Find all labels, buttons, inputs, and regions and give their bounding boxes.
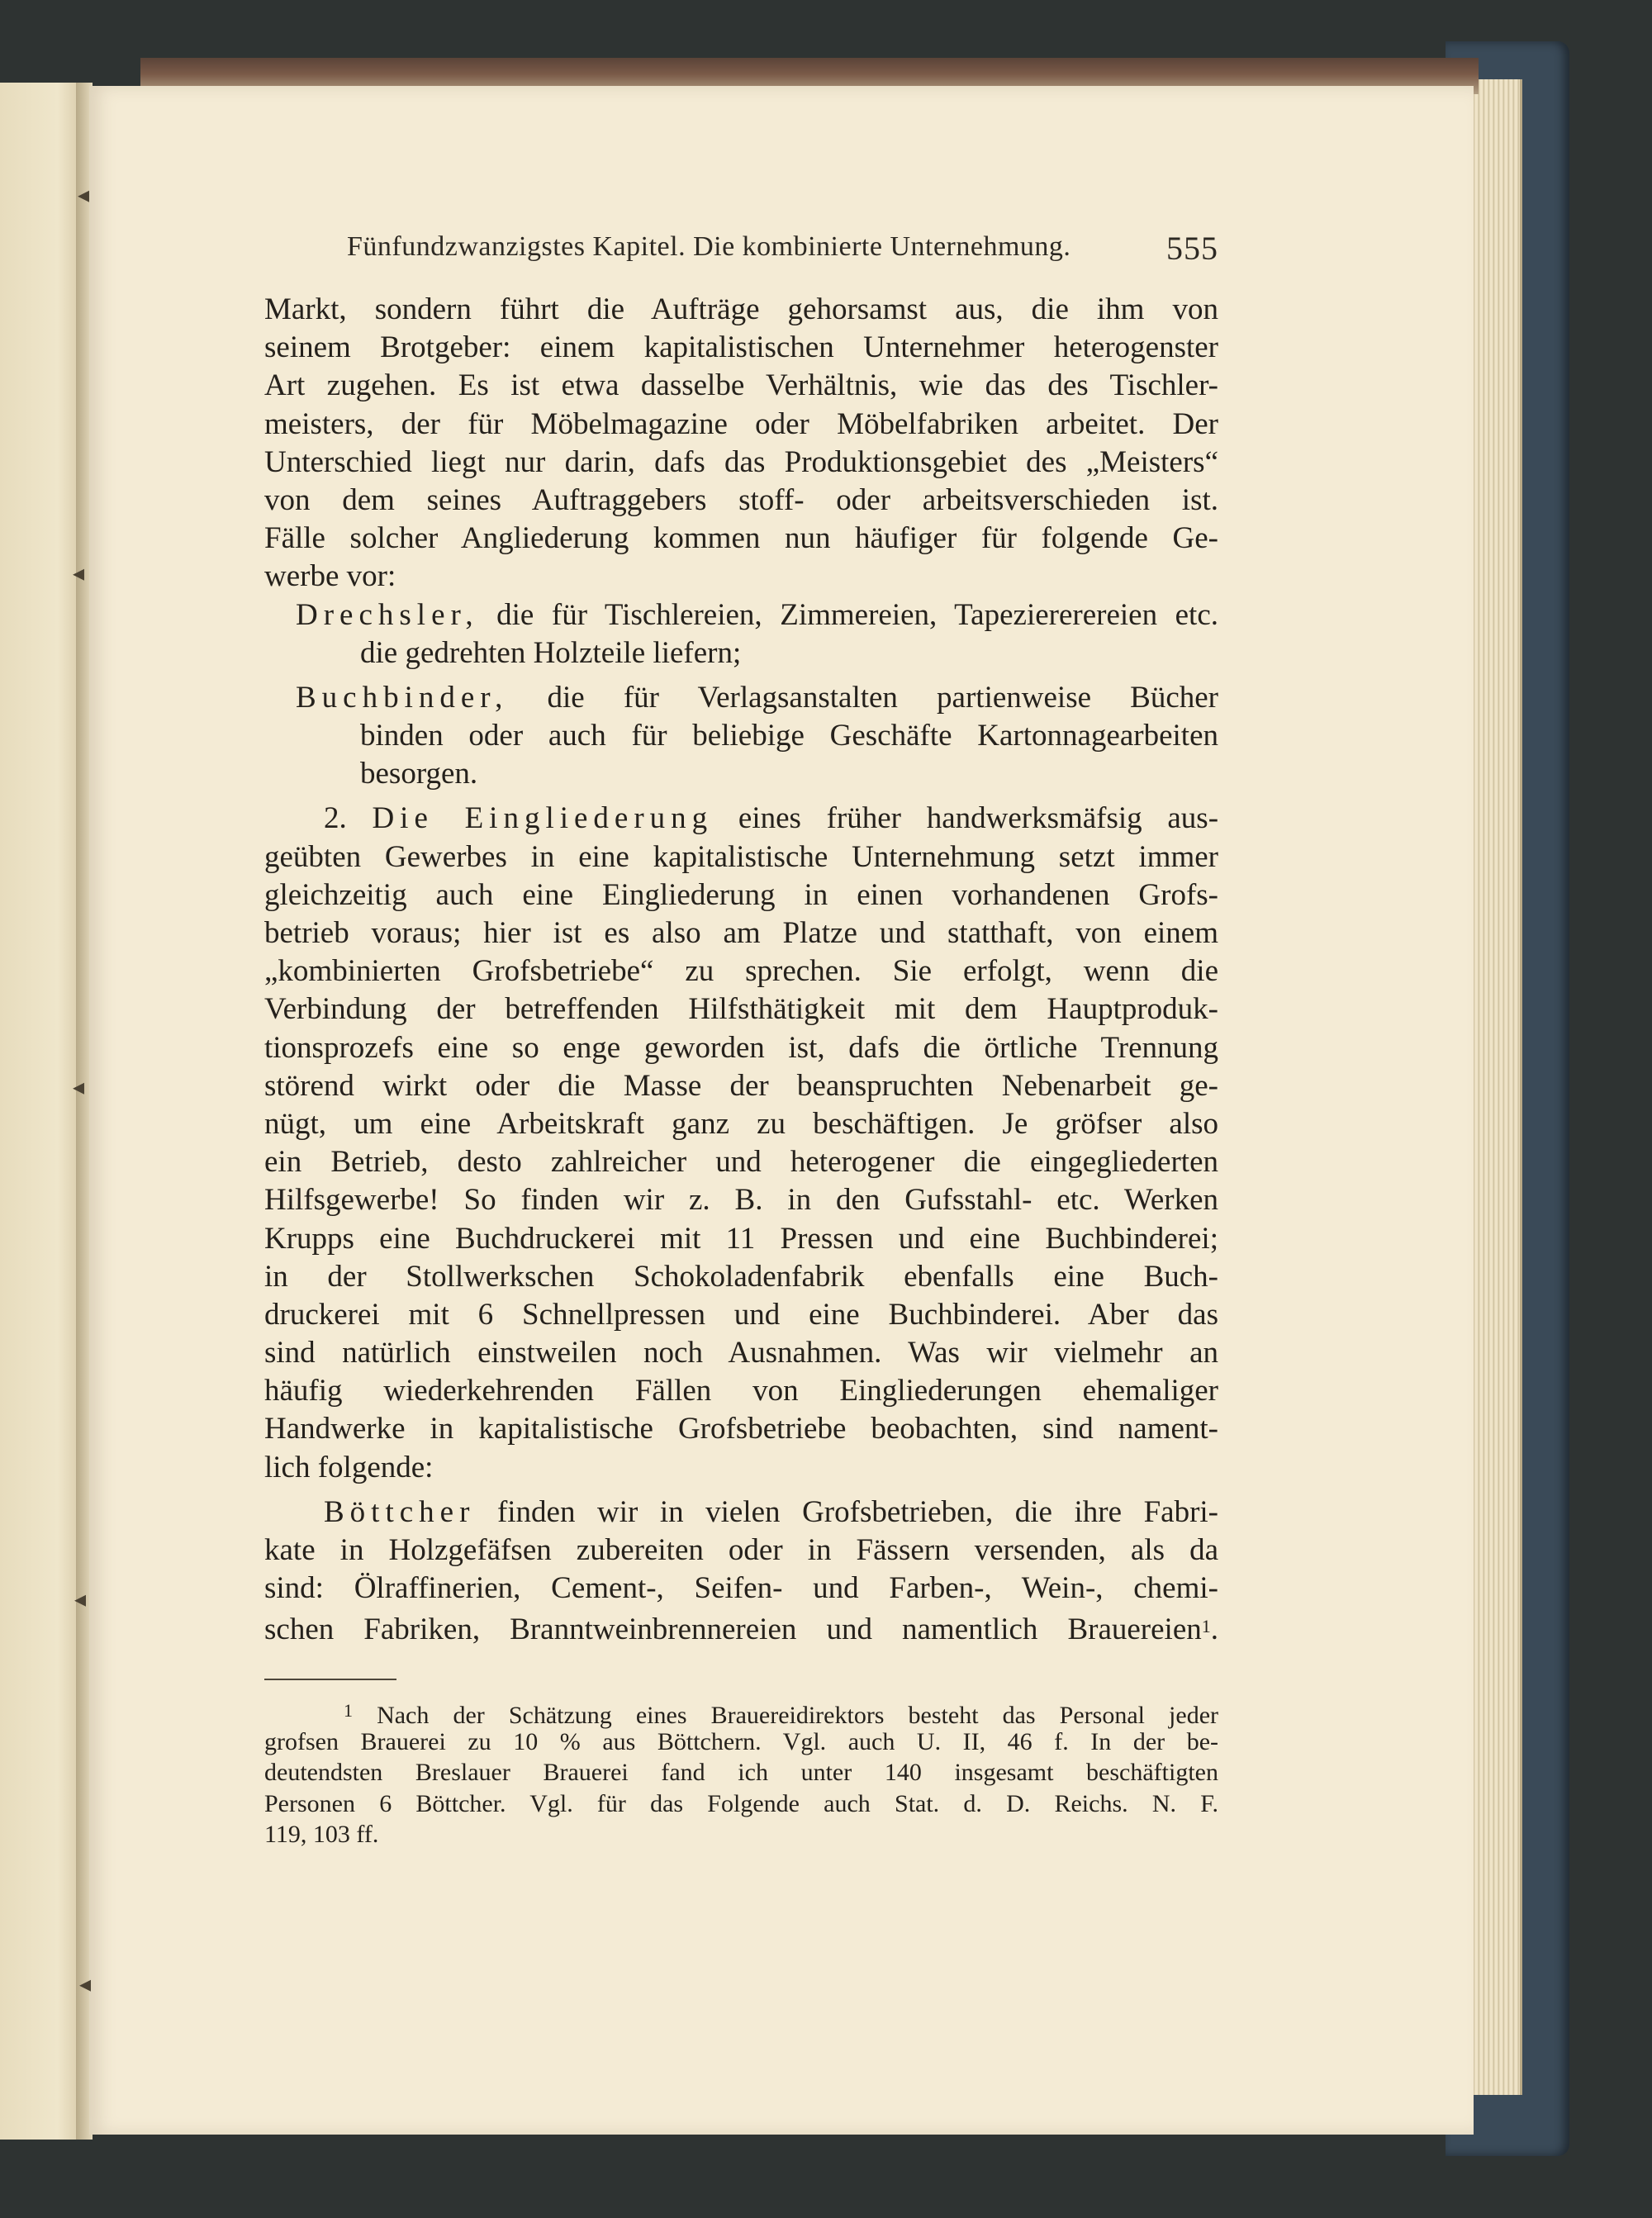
- text-segment: eines früher handwerksmäfsig aus-: [738, 801, 1219, 836]
- tab-marker-icon: ◂: [78, 181, 90, 208]
- text-line: Fälle solcher Angliederung kommen nun häufiger für folgende Ge-: [264, 521, 1218, 556]
- list-item-buchbinder: [264, 679, 1218, 717]
- text-line: von dem seines Auftraggebers stoff- oder arbeitsverschieden ist.: [264, 482, 1218, 517]
- text-line: ein Betrieb, desto zahlreicher und heterogener die eingegliederten: [264, 1145, 1218, 1180]
- text-line: Verbindung der betreffenden Hilfsthätigkeit mit dem Hauptproduk-: [264, 992, 1218, 1027]
- footnote: [264, 1695, 1218, 1850]
- left-facing-page: [0, 83, 83, 2140]
- text-line: kate in Holzgefäfsen zubereiten oder in Fässern versenden, als da: [264, 1533, 1218, 1567]
- boettcher-term: Böttcher: [324, 1494, 476, 1529]
- text-line: werbe vor:: [264, 559, 396, 594]
- text-line: seinem Brotgeber: einem kapitalistischen Unternehmer heterogenster: [264, 330, 1218, 365]
- text-line: betrieb voraus; hier ist es also am Platze und statthaft, von einem: [264, 916, 1218, 950]
- text-line: druckerei mit 6 Schnellpressen und eine Buchbinderei. Aber das: [264, 1297, 1218, 1332]
- boettcher-last-line: [264, 1608, 1218, 1646]
- tab-marker-icon: ◂: [74, 1585, 87, 1612]
- footnote-line: [264, 1695, 1219, 1729]
- section-heading: Die Eingliederung: [372, 801, 714, 836]
- text-line: Hilfsgewerbe! So finden wir z. B. in den Gufsstahl- etc. Werken: [264, 1183, 1218, 1218]
- list-text: die für Verlagsanstalten partienweise Bücher: [547, 680, 1218, 715]
- list-item-drechsler: [264, 596, 1218, 634]
- text-line: geübten Gewerbes in eine kapitalistische Unternehmung setzt immer: [264, 839, 1218, 874]
- tab-marker-icon: ◂: [79, 1970, 92, 1997]
- footnote-reference[interactable]: 1: [1201, 1616, 1211, 1637]
- footnote-line: grofsen Brauerei zu 10 % aus Böttchern. Vgl. auch U. II, 46 f. In der be-: [264, 1727, 1218, 1755]
- text-line: meisters, der für Möbelmagazine oder Möbelfabriken arbeitet. Der: [264, 406, 1218, 441]
- text-segment: finden wir in vielen Grofsbetrieben, die ihre Fabri-: [496, 1494, 1218, 1529]
- text-line: Art zugehen. Es ist etwa dasselbe Verhältnis, wie das des Tischler-: [264, 368, 1218, 403]
- footnote-marker: 1: [344, 1700, 353, 1721]
- section-2-first-line: [264, 800, 1218, 838]
- text-line: sind: Ölraffinerien, Cement-, Seifen- und Farben-, Wein-, chemi-: [264, 1571, 1218, 1606]
- text-segment: schen Fabriken, Branntweinbrennereien und namentlich Brauereien: [264, 1612, 1202, 1647]
- footnote-line: Personen 6 Böttcher. Vgl. für das Folgende auch Stat. d. D. Reichs. N. F.: [264, 1789, 1218, 1817]
- text-line: Markt, sondern führt die Aufträge gehorsamst aus, die ihm von: [264, 292, 1218, 326]
- main-text: [264, 291, 1218, 1646]
- list-text: die für Tischlereien, Zimmereien, Tapeziererereien etc.: [496, 597, 1218, 632]
- boettcher-first-line: [264, 1494, 1218, 1532]
- footnote-rule: [264, 1679, 396, 1680]
- text-line: „kombinierten Grofsbetriebe“ zu sprechen. Sie erfolgt, wenn die: [264, 954, 1218, 989]
- text-line: in der Stollwerkschen Schokoladenfabrik ebenfalls eine Buch-: [264, 1259, 1218, 1294]
- list-continuation: besorgen.: [360, 757, 478, 791]
- footnote-line: 119, 103 ff.: [264, 1821, 379, 1848]
- tab-marker-icon: ◂: [73, 1073, 85, 1100]
- text-line: sind natürlich einstweilen noch Ausnahmen. Was wir vielmehr an: [264, 1336, 1218, 1370]
- list-continuation: die gedrehten Holzteile liefern;: [360, 635, 742, 670]
- text-line: häufig wiederkehrenden Fällen von Eingliederungen ehemaliger: [264, 1374, 1218, 1408]
- text-line: tionsprozefs eine so enge geworden ist, dafs die örtliche Trennung: [264, 1030, 1218, 1065]
- text-line: lich folgende:: [264, 1450, 434, 1484]
- text-line: gleichzeitig auch eine Eingliederung in einen vorhandenen Grofs-: [264, 877, 1218, 912]
- list-continuation: binden oder auch für beliebige Geschäfte Kartonnagearbeiten: [360, 719, 1218, 753]
- text-line: Krupps eine Buchdruckerei mit 11 Pressen und eine Buchbinderei;: [264, 1221, 1218, 1256]
- text-line: nügt, um eine Arbeitskraft ganz zu beschäftigen. Je gröfser also: [264, 1106, 1218, 1141]
- page-number: 555: [1166, 230, 1218, 267]
- section-number: 2.: [324, 801, 347, 836]
- text-segment: .: [1210, 1612, 1218, 1647]
- text-line: Unterschied liegt nur darin, dafs das Produktionsgebiet des „Meisters“: [264, 444, 1218, 479]
- running-head: Fünfundzwanzigstes Kapitel. Die kombinierte Unternehmung.: [347, 231, 1071, 262]
- text-line: störend wirkt oder die Masse der beanspruchten Nebenarbeit ge-: [264, 1068, 1218, 1103]
- text-segment: Nach der Schätzung eines Brauereidirektors besteht das Personal jeder: [377, 1702, 1219, 1729]
- footnote-line: deutendsten Breslauer Brauerei fand ich unter 140 insgesamt beschäftigten: [264, 1759, 1218, 1786]
- list-term: Drechsler,: [296, 597, 479, 632]
- list-term: Buchbinder,: [296, 680, 509, 715]
- tab-marker-icon: ◂: [73, 559, 85, 587]
- page-fore-edge: [1470, 79, 1522, 2095]
- text-line: Handwerke in kapitalistische Grofsbetriebe beobachten, sind nament-: [264, 1412, 1218, 1446]
